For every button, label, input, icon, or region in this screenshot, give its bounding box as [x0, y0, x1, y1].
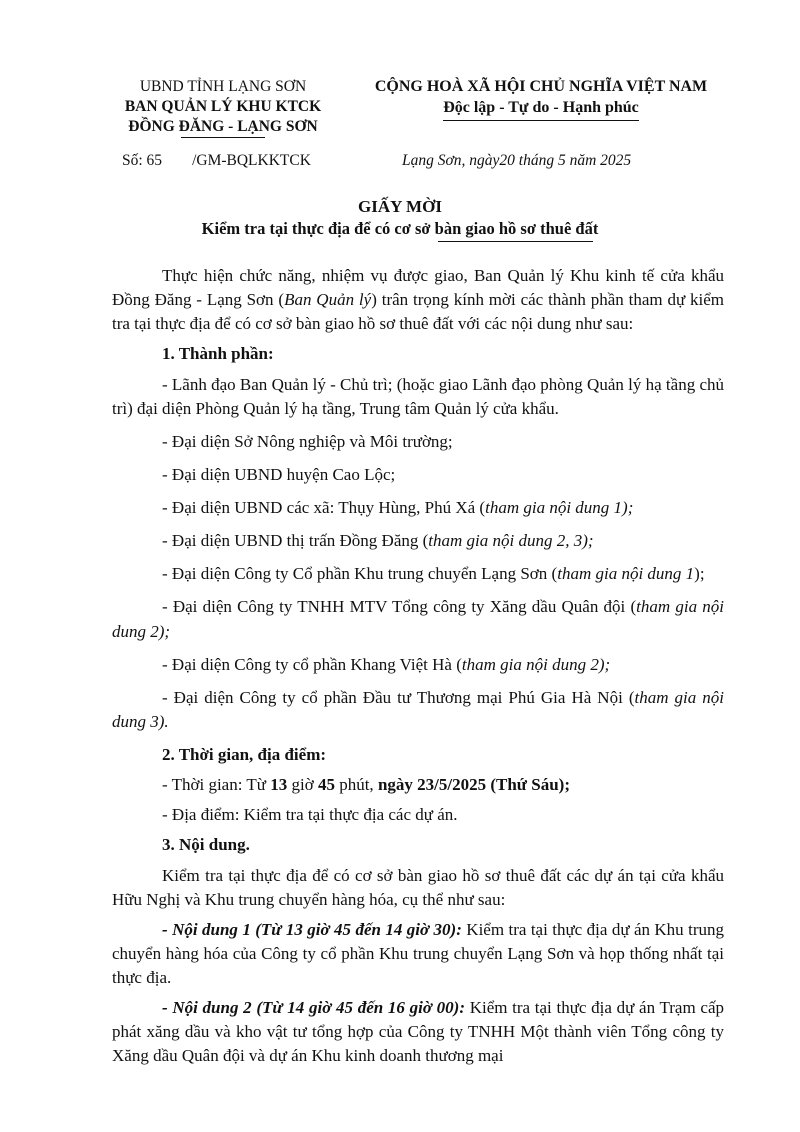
- agency-name-line1: BAN QUẢN LÝ KHU KTCK: [124, 98, 322, 116]
- agency-name-line2: ĐỒNG ĐĂNG - LẠNG SƠN: [128, 118, 318, 136]
- meeting-place: - Địa điểm: Kiểm tra tại thực địa các dự án.: [162, 805, 458, 825]
- title-block: [100, 196, 700, 242]
- document-number-suffix: /GM-BQLKKTCK: [192, 152, 311, 169]
- agency-parent: UBND TỈNH LẠNG SƠN: [139, 78, 307, 95]
- nation-title: CỘNG HOÀ XÃ HỘI CHỦ NGHĨA VIỆT NAM: [374, 78, 708, 95]
- document-body: [112, 264, 724, 1075]
- list-item: - Đại diện UBND huyện Cao Lộc;: [162, 464, 396, 484]
- section-2-heading: 2. Thời gian, địa điểm:: [162, 745, 327, 764]
- list-item: - Lãnh đạo Ban Quản lý - Chủ trì; (hoặc giao Lãnh đạo phòng Quản lý hạ tầng chủ trì) đại diện Phòng Quản lý hạ tầng, Trung tâm Quản lý cửa khẩu.: [112, 374, 724, 418]
- intro-paragraph: Thực hiện chức năng, nhiệm vụ được giao, Ban Quản lý Khu kinh tế cửa khẩu Đồng Đăng - Lạng Sơn (Ban Quản lý) trân trọng kính mời các thành phần tham dự kiểm tra tại thực địa để có cơ sở bàn giao hồ sơ thuê đất với các nội dung như sau:: [112, 266, 724, 334]
- document-title: GIẤY MỜI: [358, 197, 442, 216]
- place-date: Lạng Sơn, ngày20 tháng 5 năm 2025: [402, 152, 632, 169]
- issuing-agency: [98, 77, 348, 138]
- section-3-intro: Kiểm tra tại thực địa để có cơ sở bàn giao hồ sơ thuê đất các dự án tại cửa khẩu Hữu Nghị và Khu trung chuyển hàng hóa, cụ thể như sau:: [112, 865, 724, 909]
- subtitle-underline: [438, 241, 593, 242]
- section-3-heading: 3. Nội dung.: [162, 835, 250, 855]
- meeting-time: - Thời gian: Từ 13 giờ 45 phút, ngày 23/5/2025 (Thứ Sáu);: [162, 775, 570, 795]
- list-item: - Đại diện Công ty cổ phần Đầu tư Thương mại Phú Gia Hà Nội (tham gia nội dung 3).: [112, 687, 724, 731]
- list-item: - Đại diện Sở Nông nghiệp và Môi trường;: [162, 431, 453, 451]
- content-1: - Nội dung 1 (Từ 13 giờ 45 đến 14 giờ 30): Kiểm tra tại thực địa dự án Khu trung chuyển hàng hóa của Công ty cổ phần Khu trung chuyển Lạng Sơn và họp thống nhất tại thực địa.: [112, 919, 724, 987]
- content-2: - Nội dung 2 (Từ 14 giờ 45 đến 16 giờ 00): Kiểm tra tại thực địa dự án Trạm cấp phát xăng dầu và kho vật tư tổng hợp của Công ty TNHH Một thành viên Tổng công ty Xăng dầu Quân đội và dự án Khu kinh doanh thương mại: [112, 998, 724, 1066]
- document-number: [122, 150, 311, 172]
- national-header: [355, 77, 727, 121]
- list-item: - Đại diện UBND thị trấn Đồng Đăng (tham gia nội dung 2, 3);: [162, 531, 594, 551]
- list-item: - Đại diện Công ty Cổ phần Khu trung chuyển Lạng Sơn (tham gia nội dung 1);: [162, 564, 705, 584]
- list-item: - Đại diện UBND các xã: Thụy Hùng, Phú Xá (tham gia nội dung 1);: [162, 498, 634, 517]
- agency-underline: [181, 137, 265, 138]
- list-item: - Đại diện Công ty TNHH MTV Tổng công ty Xăng dầu Quân đội (tham gia nội dung 2);: [112, 597, 724, 641]
- document-subtitle: Kiểm tra tại thực địa để có cơ sở bàn giao hồ sơ thuê đất: [201, 219, 599, 239]
- list-item: - Đại diện Công ty cổ phần Khang Việt Hà (tham gia nội dung 2);: [162, 654, 611, 674]
- document-number-prefix: Số: 65: [122, 152, 163, 169]
- motto: Độc lập - Tự do - Hạnh phúc: [443, 98, 639, 121]
- section-1-heading: 1. Thành phần:: [162, 344, 274, 364]
